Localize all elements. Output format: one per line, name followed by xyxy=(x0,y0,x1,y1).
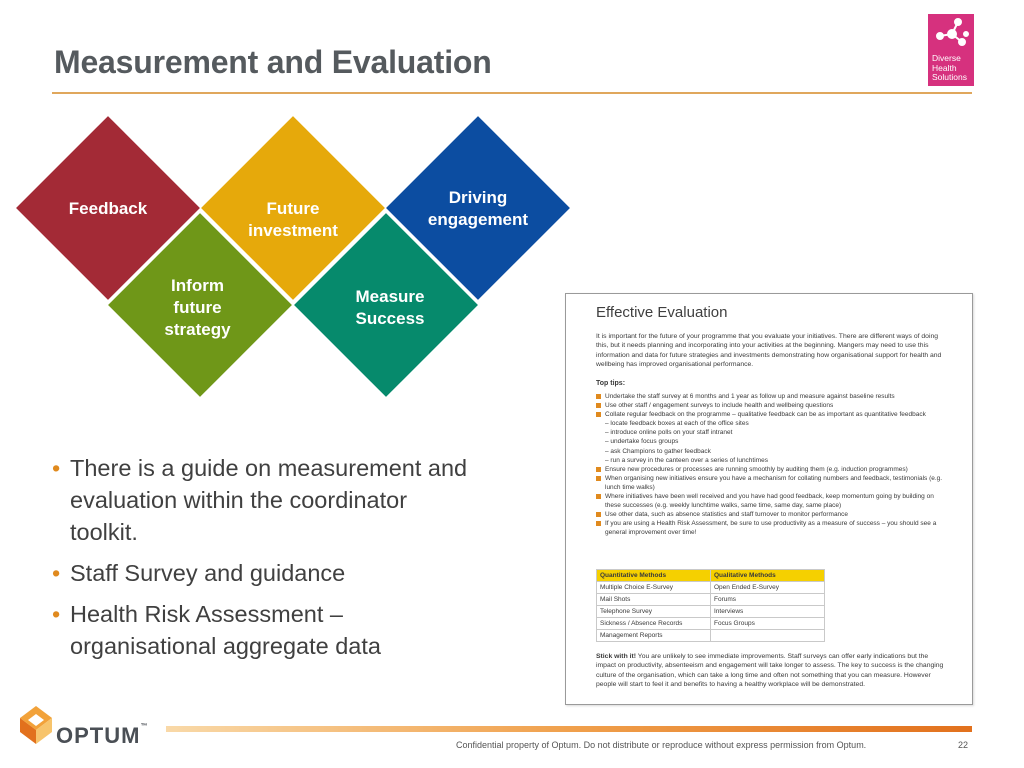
page-title: Measurement and Evaluation xyxy=(54,44,492,80)
label-future-investment: Future investment xyxy=(248,199,338,240)
sub-tip: – introduce online polls on your staff intranet xyxy=(605,429,733,437)
bullet-item: • There is a guide on measurement and evaluation within the coordinator toolkit. xyxy=(52,455,468,545)
table-row xyxy=(597,630,825,642)
confidential-notice: Confidential property of Optum. Do not distribute or reproduce without express permission from Optum. xyxy=(456,740,867,750)
table-cell: Management Reports xyxy=(597,630,711,642)
stick-with-it-label: Stick with it! xyxy=(596,653,637,660)
top-tips-heading: Top tips: xyxy=(596,380,626,387)
logo-line: Solutions xyxy=(932,72,967,82)
doc-intro: It is important for the future of your programme that you evaluate your initiatives. There are different ways of doing this, but it needs planning and incorporating into your activities at the beginning. Mangers may need to use this information and data for future strategies and investments demonstrating how organisational support for health and wellbeing has improved organisational performance. xyxy=(596,333,942,368)
footer-gradient-bar xyxy=(166,726,972,732)
logo-line: Diverse xyxy=(932,53,961,63)
table-header-row xyxy=(597,570,825,582)
label-inform-future-strategy: Inform future strategy xyxy=(164,276,231,339)
trademark-symbol: ™ xyxy=(140,723,148,730)
title-divider xyxy=(52,92,972,94)
diverse-health-solutions-logo xyxy=(928,14,974,86)
label-measure-success: Measure Success xyxy=(355,287,425,328)
table-cell: Mail Shots xyxy=(597,594,711,606)
molecule-icon xyxy=(928,14,974,54)
table-cell: Interviews xyxy=(711,606,825,618)
table-header-cell: Qualitative Methods xyxy=(711,570,825,582)
bullet-item: • Staff Survey and guidance xyxy=(52,560,346,586)
effective-evaluation-document xyxy=(565,293,973,705)
label-feedback: Feedback xyxy=(68,199,148,218)
tip-item: Where initiatives have been well received and you have had good feedback, keep momentum going by building on these successes (e.g. weekly lunchtime walks, same time, same day, same place) xyxy=(596,492,951,510)
tip-item: Ensure new procedures or processes are running smoothly by auditing them (e.g. induction programmes) xyxy=(596,465,951,474)
stick-with-it-paragraph xyxy=(596,652,946,689)
logo-line: Health xyxy=(932,62,957,73)
table-cell: Open Ended E-Survey xyxy=(711,582,825,594)
tip-item: Collate regular feedback on the programme – qualitative feedback can be as important as quantitative feedback xyxy=(596,410,951,419)
table-cell: Forums xyxy=(711,594,825,606)
stick-with-it-text: You are unlikely to see immediate improvements. Staff surveys can offer early indications but the impact on productivity, absenteeism and engagement will take longer to assess. The key to success is the changing culture of the organisation, which can take a long time and often not something that you can measure. However people will start to feel it and benefits to having a healthy workplace will be demonstrated. xyxy=(596,653,944,688)
sub-tip: – run a survey in the canteen over a series of lunchtimes xyxy=(605,456,768,464)
label-driving-engagement: Driving engagement xyxy=(427,188,529,229)
bullet-list xyxy=(52,452,472,671)
top-tips-list xyxy=(596,392,951,538)
table-row xyxy=(597,618,825,630)
tip-item: If you are using a Health Risk Assessment, be sure to use productivity as a measure of success – you should see a general improvement over time! xyxy=(596,519,951,537)
table-row xyxy=(597,582,825,594)
table-row xyxy=(597,606,825,618)
bullet-item: • Health Risk Assessment – organisational aggregate data xyxy=(52,601,381,659)
table-cell: Multiple Choice E-Survey xyxy=(597,582,711,594)
sub-tip: – undertake focus groups xyxy=(605,438,679,446)
tip-item: Use other data, such as absence statistics and staff turnover to monitor performance xyxy=(596,510,951,519)
tip-item: When organising new initiatives ensure you have a mechanism for collating numbers and feedback, testimonials (e.g. lunch time walks) xyxy=(596,474,951,492)
optum-brand: OPTUM™ xyxy=(56,723,148,748)
tip-item: Undertake the staff survey at 6 months and 1 year as follow up and measure against baseline results xyxy=(596,392,951,401)
table-cell: Sickness / Absence Records xyxy=(597,618,711,630)
sub-tip: – locate feedback boxes at each of the office sites xyxy=(605,420,749,428)
table-cell: Focus Groups xyxy=(711,618,825,630)
doc-title: Effective Evaluation xyxy=(596,304,728,321)
page-number: 22 xyxy=(958,740,969,750)
table-cell xyxy=(711,630,825,642)
optum-logo-icon xyxy=(16,704,56,746)
methods-table xyxy=(596,569,825,642)
table-header-cell: Quantitative Methods xyxy=(597,570,711,582)
table-cell: Telephone Survey xyxy=(597,606,711,618)
table-row xyxy=(597,594,825,606)
sub-tip: – ask Champions to gather feedback xyxy=(605,447,711,455)
tip-item: Use other staff / engagement surveys to include health and wellbeing questions xyxy=(596,401,951,410)
